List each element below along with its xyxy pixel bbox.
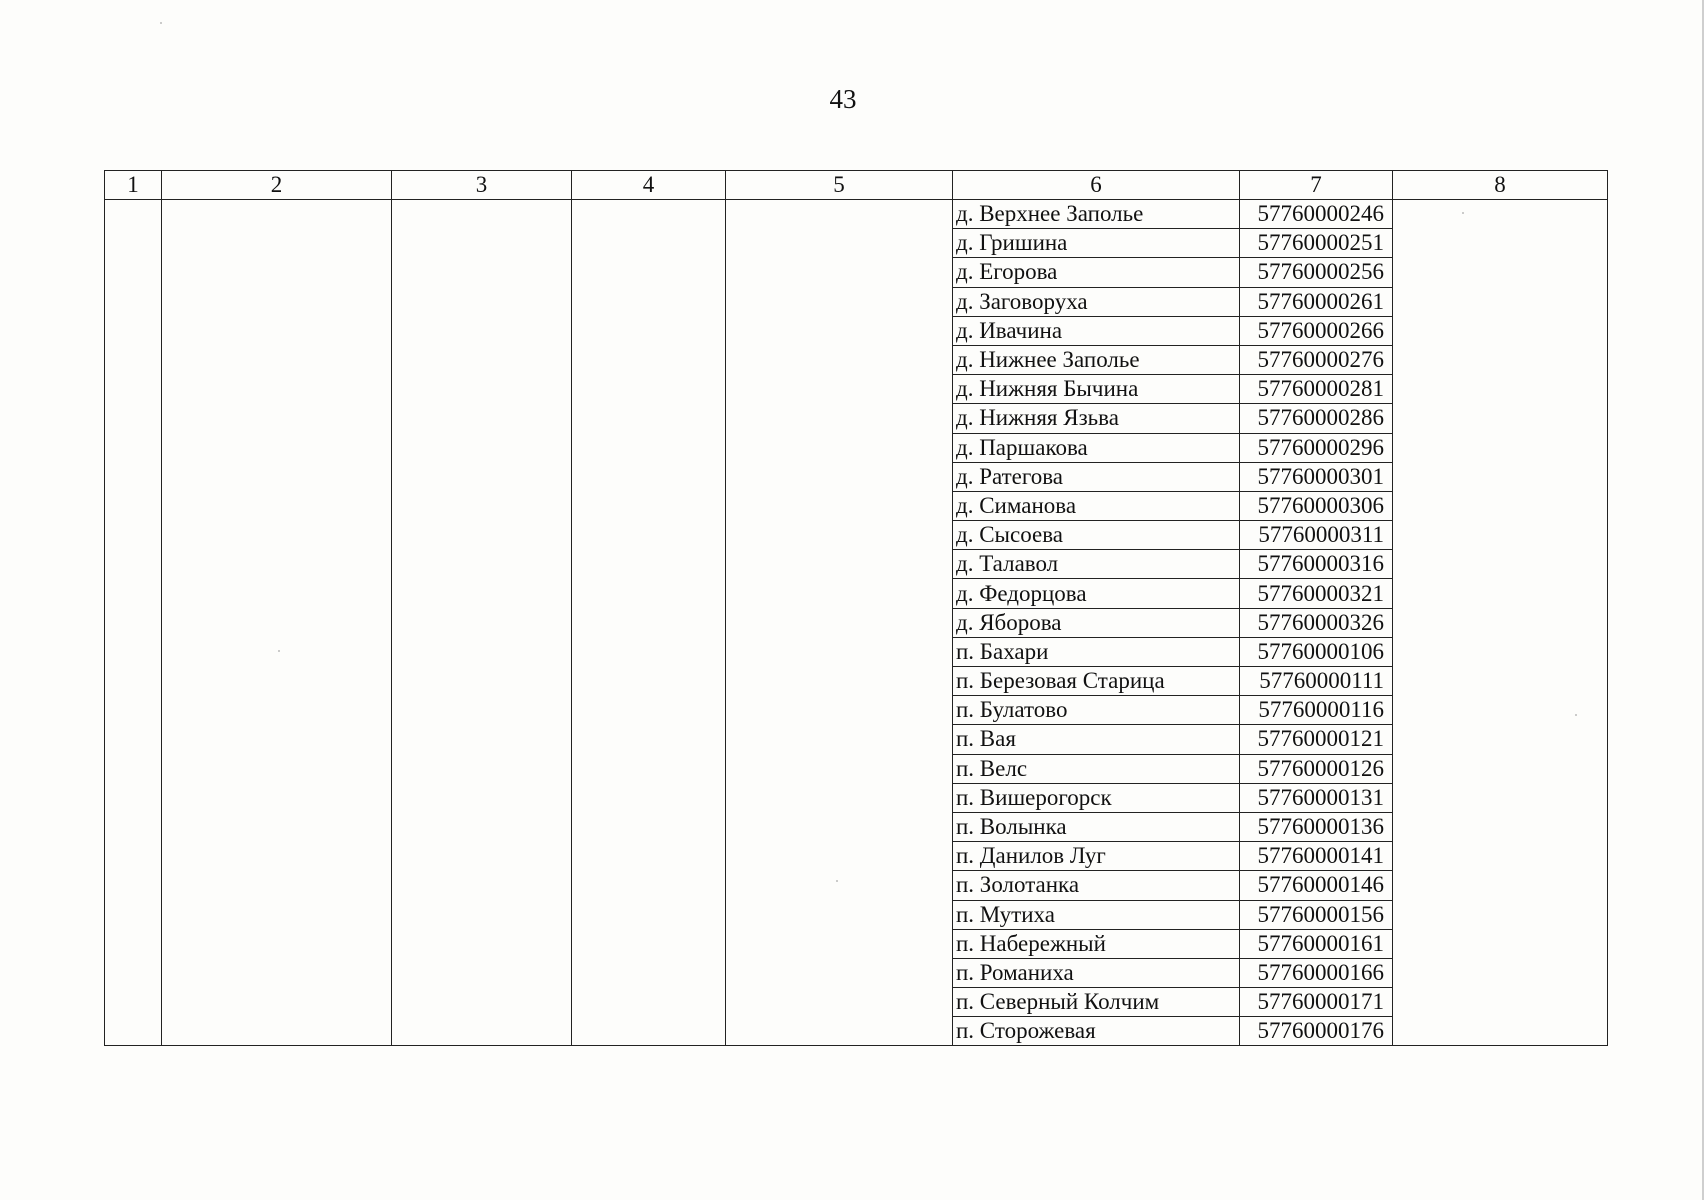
settlement-name-cell: д. Нижняя Бычина <box>953 375 1240 404</box>
settlement-name-cell: д. Паршакова <box>953 433 1240 462</box>
column-header-4: 4 <box>572 171 726 200</box>
oktmo-code-cell: 57760000321 <box>1240 579 1393 608</box>
scan-speck <box>160 22 162 24</box>
settlement-name-cell: д. Симанова <box>953 491 1240 520</box>
oktmo-code-cell: 57760000171 <box>1240 988 1393 1017</box>
column-header-1: 1 <box>105 171 162 200</box>
oktmo-code-cell: 57760000116 <box>1240 696 1393 725</box>
empty-column-2-cell <box>162 200 392 1046</box>
oktmo-code-cell: 57760000166 <box>1240 958 1393 987</box>
empty-column-1-cell <box>105 200 162 1046</box>
settlement-name-cell: п. Золотанка <box>953 871 1240 900</box>
settlement-name-cell: д. Гришина <box>953 229 1240 258</box>
oktmo-code-cell: 57760000146 <box>1240 871 1393 900</box>
empty-column-5-cell <box>726 200 953 1046</box>
oktmo-code-cell: 57760000296 <box>1240 433 1393 462</box>
settlement-name-cell: п. Березовая Старица <box>953 667 1240 696</box>
settlement-name-cell: п. Романиха <box>953 958 1240 987</box>
oktmo-code-cell: 57760000176 <box>1240 1017 1393 1046</box>
oktmo-code-cell: 57760000256 <box>1240 258 1393 287</box>
empty-column-3-cell <box>392 200 572 1046</box>
settlement-name-cell: п. Мутиха <box>953 900 1240 929</box>
column-header-5: 5 <box>726 171 953 200</box>
oktmo-code-cell: 57760000281 <box>1240 375 1393 404</box>
empty-column-4-cell <box>572 200 726 1046</box>
settlement-name-cell: д. Талавол <box>953 550 1240 579</box>
oktmo-code-cell: 57760000126 <box>1240 754 1393 783</box>
settlement-name-cell: п. Бахари <box>953 637 1240 666</box>
column-header-8: 8 <box>1393 171 1608 200</box>
settlement-name-cell: д. Яборова <box>953 608 1240 637</box>
settlement-name-cell: п. Северный Колчим <box>953 988 1240 1017</box>
scan-speck <box>1575 714 1577 716</box>
settlement-name-cell: п. Набережный <box>953 929 1240 958</box>
settlement-name-cell: д. Егорова <box>953 258 1240 287</box>
scan-speck <box>278 650 280 652</box>
oktmo-code-cell: 57760000276 <box>1240 345 1393 374</box>
oktmo-code-cell: 57760000141 <box>1240 842 1393 871</box>
settlement-name-cell: д. Нижнее Заполье <box>953 345 1240 374</box>
oktmo-code-cell: 57760000261 <box>1240 287 1393 316</box>
page-number: 43 <box>829 84 857 114</box>
oktmo-code-cell: 57760000306 <box>1240 491 1393 520</box>
settlement-name-cell: п. Данилов Луг <box>953 842 1240 871</box>
oktmo-code-cell: 57760000311 <box>1240 521 1393 550</box>
scan-speck <box>836 880 838 882</box>
settlement-name-cell: д. Верхнее Заполье <box>953 200 1240 229</box>
oktmo-code-cell: 57760000161 <box>1240 929 1393 958</box>
oktmo-code-cell: 57760000326 <box>1240 608 1393 637</box>
oktmo-code-cell: 57760000266 <box>1240 316 1393 345</box>
scan-speck <box>1462 212 1464 214</box>
column-header-7: 7 <box>1240 171 1393 200</box>
settlement-name-cell: д. Заговоруха <box>953 287 1240 316</box>
settlement-name-cell: п. Булатово <box>953 696 1240 725</box>
settlement-name-cell: п. Сторожевая <box>953 1017 1240 1046</box>
header-row <box>105 171 1608 200</box>
settlement-name-cell: п. Волынка <box>953 812 1240 841</box>
oktmo-code-cell: 57760000121 <box>1240 725 1393 754</box>
oktmo-code-cell: 57760000156 <box>1240 900 1393 929</box>
settlement-name-cell: д. Нижняя Язьва <box>953 404 1240 433</box>
oktmo-code-cell: 57760000131 <box>1240 783 1393 812</box>
table-row <box>105 200 1608 229</box>
oktmo-code-cell: 57760000301 <box>1240 462 1393 491</box>
settlement-name-cell: д. Сысоева <box>953 521 1240 550</box>
column-header-6: 6 <box>953 171 1240 200</box>
oktmo-code-cell: 57760000251 <box>1240 229 1393 258</box>
column-header-2: 2 <box>162 171 392 200</box>
settlement-name-cell: д. Ратегова <box>953 462 1240 491</box>
settlement-name-cell: п. Велс <box>953 754 1240 783</box>
settlements-table <box>104 170 1608 1046</box>
oktmo-code-cell: 57760000111 <box>1240 667 1393 696</box>
settlement-name-cell: д. Ивачина <box>953 316 1240 345</box>
table-body <box>105 200 1608 1046</box>
settlement-name-cell: п. Вая <box>953 725 1240 754</box>
empty-column-8-cell <box>1393 200 1608 1046</box>
column-header-3: 3 <box>392 171 572 200</box>
oktmo-code-cell: 57760000136 <box>1240 812 1393 841</box>
oktmo-code-cell: 57760000316 <box>1240 550 1393 579</box>
oktmo-code-cell: 57760000106 <box>1240 637 1393 666</box>
oktmo-code-cell: 57760000286 <box>1240 404 1393 433</box>
settlement-name-cell: д. Федорцова <box>953 579 1240 608</box>
settlement-name-cell: п. Вишерогорск <box>953 783 1240 812</box>
oktmo-code-cell: 57760000246 <box>1240 200 1393 229</box>
